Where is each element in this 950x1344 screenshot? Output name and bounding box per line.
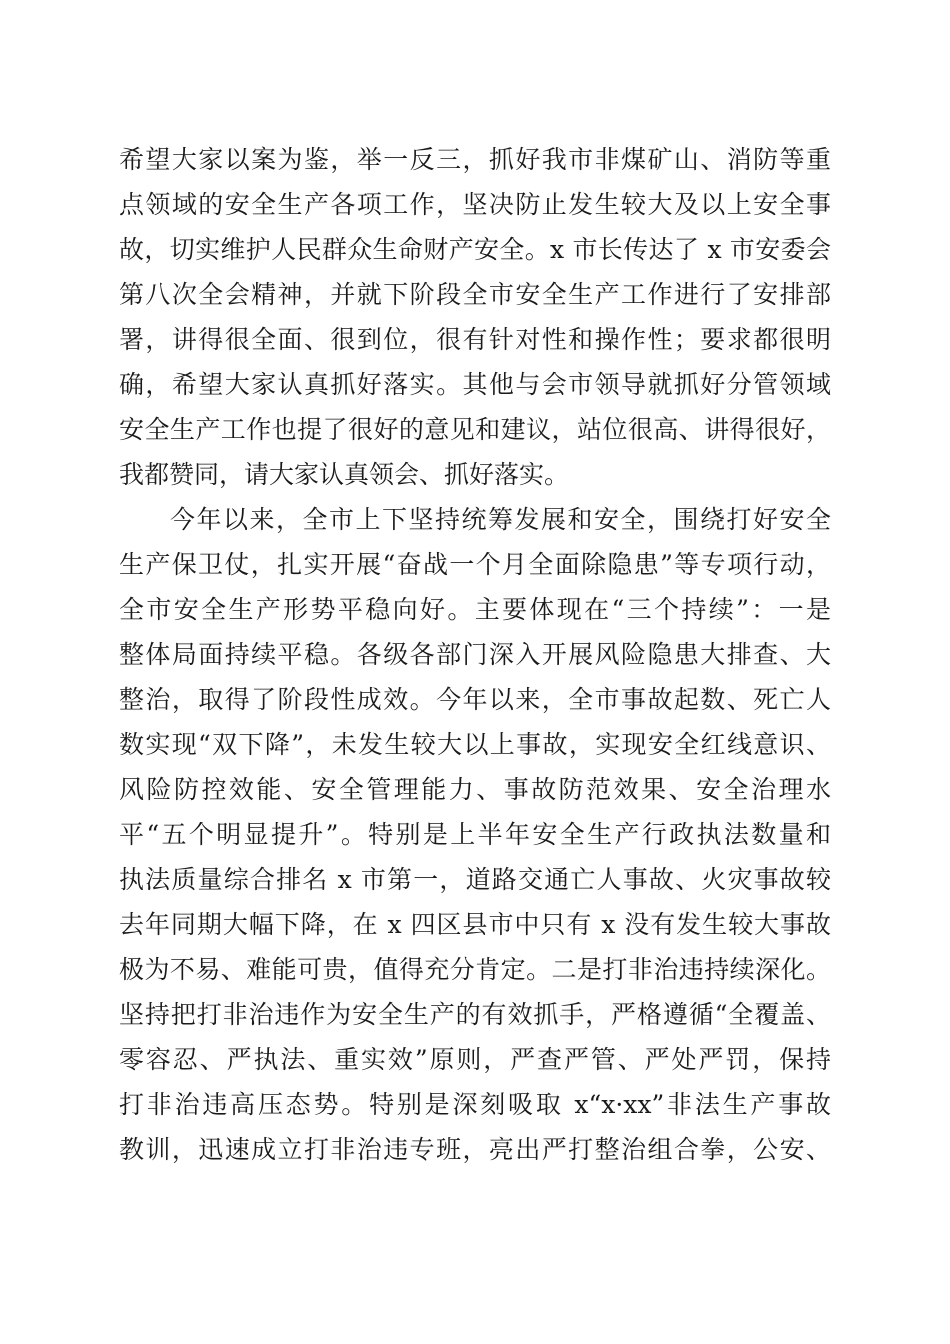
paragraph-line: 平“五个明显提升”。特别是上半年安全生产行政执法数量和 xyxy=(119,820,831,849)
paragraph-2 xyxy=(119,497,831,1172)
paragraph-line: 风险防控效能、安全管理能力、事故防范效果、安全治理水 xyxy=(119,775,831,804)
paragraph-line: 执法质量综合排名 x 市第一，道路交通亡人事故、火灾事故较 xyxy=(119,865,831,894)
paragraph-line: 全市安全生产形势平稳向好。主要体现在“三个持续”：一是 xyxy=(119,595,831,624)
paragraph-line: 安全生产工作也提了很好的意见和建议，站位很高、讲得很好， xyxy=(119,415,831,444)
paragraph-line: 极为不易、难能可贵，值得充分肯定。二是打非治违持续深化。 xyxy=(119,955,831,984)
paragraph-line: 零容忍、严执法、重实效”原则，严查严管、严处严罚，保持 xyxy=(119,1045,831,1074)
paragraph-line: 打非治违高压态势。特别是深刻吸取 x“x·xx”非法生产事故 xyxy=(119,1090,831,1119)
paragraph-line: 署，讲得很全面、很到位，很有针对性和操作性；要求都很明 xyxy=(119,325,831,354)
paragraph-line: 我都赞同，请大家认真领会、抓好落实。 xyxy=(119,460,570,489)
paragraph-line: 整治，取得了阶段性成效。今年以来，全市事故起数、死亡人 xyxy=(119,685,831,714)
paragraph-line: 确，希望大家认真抓好落实。其他与会市领导就抓好分管领域 xyxy=(119,370,831,399)
paragraph-line: 第八次全会精神，并就下阶段全市安全生产工作进行了安排部 xyxy=(119,280,831,309)
paragraph-line: 坚持把打非治违作为安全生产的有效抓手，严格遵循“全覆盖、 xyxy=(119,1000,831,1029)
paragraph-line: 生产保卫仗，扎实开展“奋战一个月全面除隐患”等专项行动， xyxy=(119,550,831,579)
paragraph-line: 故，切实维护人民群众生命财产安全。x 市长传达了 x 市安委会 xyxy=(119,235,831,264)
paragraph-line: 整体局面持续平稳。各级各部门深入开展风险隐患大排查、大 xyxy=(119,640,831,669)
paragraph-line: 去年同期大幅下降，在 x 四区县市中只有 x 没有发生较大事故 xyxy=(119,910,831,939)
paragraph-line: 教训，迅速成立打非治违专班，亮出严打整治组合拳，公安、 xyxy=(119,1135,831,1164)
paragraph-line: 数实现“双下降”，未发生较大以上事故，实现安全红线意识、 xyxy=(119,730,831,759)
paragraph-line: 点领域的安全生产各项工作，坚决防止发生较大及以上安全事 xyxy=(119,190,831,219)
paragraph-line: 希望大家以案为鉴，举一反三，抓好我市非煤矿山、消防等重 xyxy=(119,145,831,174)
paragraph-1 xyxy=(119,137,831,497)
paragraph-line: 今年以来，全市上下坚持统筹发展和安全，围绕打好安全 xyxy=(170,505,831,534)
